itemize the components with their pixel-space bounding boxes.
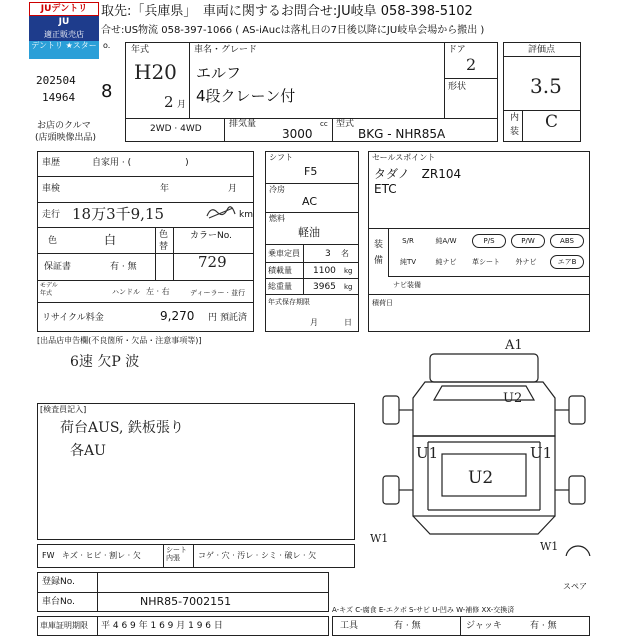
shape-label: 形状 [448, 82, 467, 92]
interior-value: C [545, 112, 559, 132]
capacity-value: 3 [325, 249, 331, 259]
displacement-label: 排気量 [229, 119, 257, 129]
color-change-1: 色 [159, 230, 169, 240]
door-label: ドア [448, 45, 466, 55]
color-value: 白 [104, 233, 117, 247]
damage-legend: A-キズ C-腐食 E-エクボ S-サビ U-凹み W-補修 XX-交換済 [332, 606, 515, 614]
lot-corner: o. [103, 41, 111, 50]
year-value: H20 [134, 60, 177, 84]
recycle-value: 9,270 [160, 309, 195, 323]
navi-label: ナビ装備 [393, 281, 421, 289]
equip-navi: 純ナビ [435, 258, 457, 266]
history-value: 自家用 · ( ) [92, 158, 189, 168]
color-change-2: 替 [159, 242, 169, 252]
jack-label: ジャッキ [466, 621, 502, 631]
equip-abs: ABS [550, 234, 584, 248]
load-value: 1100 [313, 266, 336, 276]
name-label: 車名・グレード [194, 45, 258, 55]
name-value: エルフ [196, 64, 242, 82]
diagram-u1-right: U1 [530, 444, 553, 462]
lot-code-1: 202504 [36, 74, 76, 87]
displacement-unit: cc [320, 120, 328, 128]
diagram-u1-left: U1 [416, 444, 439, 462]
fuel-value: 軽油 [298, 226, 320, 239]
tools-label: 工具 [340, 621, 359, 631]
load-label: 積載量 [268, 266, 292, 275]
logo-ju: JU [29, 16, 99, 29]
ac-value: AC [302, 195, 318, 208]
inspector-line-1: 荷台AUS, 鉄板張り [60, 420, 184, 436]
seat-label: シート 内張 [166, 546, 187, 562]
header-line-1: 取先:「兵庫県」 車両に関するお問合せ:JU岐阜 058-398-5102 [101, 4, 473, 19]
inspection-year: 年 [160, 184, 170, 194]
model-label: 型式 [336, 119, 355, 129]
capacity-unit: 名 [341, 249, 349, 258]
keep-label: 年式保存期限 [268, 298, 310, 306]
mileage-label: 走行 [42, 210, 61, 220]
drive-value: 2WD · 4WD [150, 124, 202, 134]
recycle-label: リサイクル料金 [42, 313, 104, 323]
fw-value: キズ · ヒビ · 割レ · 欠 [62, 551, 141, 560]
month-unit: 月 [177, 100, 187, 110]
grade-value: 4段クレーン付 [196, 87, 296, 105]
color-no-value: 729 [198, 253, 227, 271]
our-car-label-1: お店のクルマ [37, 121, 91, 131]
color-label: 色 [48, 236, 58, 246]
shift-label: シフト [269, 153, 293, 162]
sales-line-1: タダノ ZR104 [374, 167, 462, 181]
chassis-label: 車台No. [42, 597, 75, 607]
equipment-label-2: 備 [374, 256, 384, 266]
inspection-label: 車検 [42, 184, 61, 194]
equip-ps: P/S [472, 234, 506, 248]
diagram-w1-left: W1 [370, 532, 389, 545]
diagram-a1: A1 [505, 338, 523, 353]
displacement-value: 3000 [282, 127, 313, 141]
logo-main: JUデントリ [29, 2, 99, 16]
interior-label-1: 内 [510, 113, 520, 123]
logo-block [29, 2, 99, 58]
history-label: 車歴 [42, 158, 61, 168]
color-no-label: カラーNo. [190, 231, 232, 241]
month-value: 2 [164, 93, 174, 111]
keep-day: 日 [344, 318, 352, 327]
inspection-month: 月 [228, 184, 238, 194]
equip-ext-navi: 外ナビ [515, 258, 537, 266]
mileage-value: 18万3千9,15 [72, 205, 165, 223]
mileage-unit: km [239, 210, 253, 220]
equip-tv: 純TV [399, 258, 417, 266]
inspector-line-2: 各AU [70, 443, 106, 459]
equipment-label-1: 装 [374, 240, 384, 250]
header-line-2: 合せ:US物流 058-397-1066 ( AS-iAucは落札日の7日後以降にJU岐阜会場から搬出 ) [101, 25, 485, 36]
fuel-label: 燃料 [269, 214, 285, 223]
shift-value: F5 [304, 165, 318, 178]
handle-value: 左 · 右 [146, 287, 170, 296]
mileage-scribble [205, 204, 237, 222]
cert-value: 平 4 6 9 年 1 6 9 月 1 9 6 日 [101, 621, 223, 631]
spare-label: スペア [563, 582, 587, 591]
recycle-unit: 円 [208, 313, 218, 323]
model-value: BKG - NHR85A [358, 127, 446, 141]
logo-store: 適正販売店 [29, 29, 99, 41]
ac-label: 冷房 [269, 185, 285, 194]
declaration-note: 6速 欠P 波 [70, 354, 140, 370]
equip-sr: S/R [402, 237, 414, 245]
sales-label: セールスポイント [372, 153, 436, 162]
keep-month: 月 [310, 318, 318, 327]
diagram-u2-center: U2 [468, 468, 494, 488]
equip-leather: 革シート [472, 258, 500, 266]
fw-label: FW [42, 551, 55, 560]
lot-code-2: 14964 [42, 91, 76, 104]
diagram-w1-right: W1 [540, 540, 559, 553]
door-value: 2 [466, 55, 477, 74]
capacity-label: 乗車定員 [268, 249, 300, 258]
car-diagram [370, 336, 600, 556]
cert-label: 車庫証明期限 [40, 621, 88, 630]
chassis-value: NHR85-7002151 [140, 595, 232, 608]
diagram-u2-top: U2 [503, 391, 523, 406]
handle-label: ハンドル [112, 288, 140, 296]
warranty-label: 保証書 [44, 262, 72, 272]
score-value: 3.5 [530, 74, 562, 98]
our-car-label-2: (店頭映像出品) [35, 133, 97, 143]
equip-aw: 純A/W [435, 237, 457, 245]
tools-value: 有 · 無 [394, 621, 421, 631]
declaration-label: [出品店申告欄(不良箇所・欠品・注意事項等)] [37, 336, 202, 345]
gross-value: 3965 [313, 282, 336, 292]
model-kind-label: モデル [40, 282, 58, 289]
inspector-label: [検査員記入] [40, 405, 87, 414]
lot-number: 8 [101, 81, 113, 102]
year-label: 年式 [131, 45, 150, 55]
gross-unit: kg [344, 283, 353, 291]
sales-line-2: ETC [374, 182, 397, 196]
score-label: 評価点 [528, 45, 556, 55]
reg-label: 登録No. [42, 577, 75, 587]
changes-label: 積荷日 [372, 299, 393, 307]
history-box [37, 151, 254, 332]
gross-label: 総重量 [268, 282, 292, 291]
recycle-note: 預託済 [220, 313, 248, 323]
seat-value: コゲ · 穴 · 汚レ · シミ · 破レ · 欠 [198, 551, 317, 560]
equip-airbag: エアB [550, 255, 584, 269]
jack-value: 有 · 無 [530, 621, 557, 631]
load-unit: kg [344, 267, 353, 275]
dealer-label: ディーラー · 並行 [190, 289, 246, 297]
logo-star: デントリ ★スター [29, 41, 99, 59]
equip-pw: P/W [511, 234, 545, 248]
model-kind-label-2: 年式 [40, 290, 53, 297]
warranty-value: 有 · 無 [110, 262, 137, 272]
interior-label-2: 装 [510, 127, 520, 137]
